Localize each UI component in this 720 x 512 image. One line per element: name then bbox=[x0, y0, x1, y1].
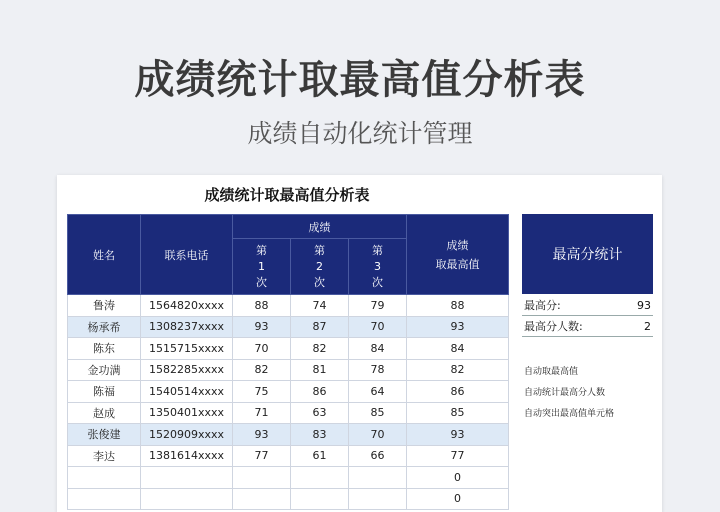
cell-s3[interactable]: 64 bbox=[349, 381, 407, 403]
table-row bbox=[68, 467, 509, 489]
cell-max[interactable]: 84 bbox=[407, 338, 509, 360]
col-header-max-line1: 成绩 bbox=[446, 238, 469, 252]
cell-s3[interactable]: 84 bbox=[349, 338, 407, 360]
cell-max[interactable]: 86 bbox=[407, 381, 509, 403]
cell-s2[interactable]: 61 bbox=[291, 445, 349, 467]
feature-note: 自动统计最高分人数 bbox=[524, 388, 606, 398]
page-subtitle: 成绩自动化统计管理 bbox=[247, 119, 473, 148]
cell-max[interactable]: 93 bbox=[407, 316, 509, 338]
col-header-attempt-1: 第 1 次 bbox=[233, 239, 291, 295]
col-header-max bbox=[407, 215, 509, 295]
cell-s3[interactable]: 66 bbox=[349, 445, 407, 467]
cell-phone[interactable]: 1381614xxxx bbox=[141, 445, 233, 467]
cell-s2[interactable]: 83 bbox=[291, 424, 349, 446]
cell-s3[interactable]: 79 bbox=[349, 295, 407, 317]
table-row bbox=[68, 359, 509, 381]
cell-max[interactable]: 93 bbox=[407, 424, 509, 446]
spreadsheet-preview bbox=[57, 175, 662, 512]
cell-name[interactable]: 陈东 bbox=[68, 338, 141, 360]
cell-phone[interactable]: 1350401xxxx bbox=[141, 402, 233, 424]
cell-s1[interactable]: 88 bbox=[233, 295, 291, 317]
cell-phone[interactable] bbox=[141, 467, 233, 489]
cell-s3[interactable] bbox=[349, 467, 407, 489]
cell-s1[interactable] bbox=[233, 467, 291, 489]
table-row bbox=[68, 381, 509, 403]
stats-top-count-value: 2 bbox=[644, 319, 651, 333]
cell-s3[interactable] bbox=[349, 488, 407, 510]
cell-s1[interactable]: 93 bbox=[233, 424, 291, 446]
cell-s2[interactable]: 63 bbox=[291, 402, 349, 424]
cell-s1[interactable]: 93 bbox=[233, 316, 291, 338]
cell-s3[interactable]: 70 bbox=[349, 424, 407, 446]
feature-note: 自动取最高值 bbox=[524, 367, 579, 377]
cell-phone[interactable]: 1520909xxxx bbox=[141, 424, 233, 446]
cell-phone[interactable]: 1308237xxxx bbox=[141, 316, 233, 338]
feature-note: 自动突出最高值单元格 bbox=[524, 409, 615, 419]
cell-name[interactable]: 鲁涛 bbox=[68, 295, 141, 317]
cell-phone[interactable]: 1540514xxxx bbox=[141, 381, 233, 403]
table-row bbox=[68, 488, 509, 510]
cell-s1[interactable]: 75 bbox=[233, 381, 291, 403]
table-row bbox=[68, 295, 509, 317]
cell-s1[interactable]: 71 bbox=[233, 402, 291, 424]
cell-max[interactable]: 85 bbox=[407, 402, 509, 424]
col-header-scores: 成绩 bbox=[233, 215, 407, 239]
cell-max[interactable]: 82 bbox=[407, 359, 509, 381]
cell-name[interactable]: 金功满 bbox=[68, 359, 141, 381]
cell-s2[interactable]: 81 bbox=[291, 359, 349, 381]
cell-max[interactable]: 77 bbox=[407, 445, 509, 467]
table-row bbox=[68, 424, 509, 446]
col-header-phone: 联系电话 bbox=[141, 215, 233, 295]
cell-phone[interactable]: 1582285xxxx bbox=[141, 359, 233, 381]
cell-s2[interactable]: 87 bbox=[291, 316, 349, 338]
cell-phone[interactable]: 1564820xxxx bbox=[141, 295, 233, 317]
cell-max[interactable]: 0 bbox=[407, 467, 509, 489]
col-header-max-line2: 取最高值 bbox=[435, 257, 480, 271]
cell-s2[interactable] bbox=[291, 467, 349, 489]
col-header-attempt-3: 第 3 次 bbox=[349, 239, 407, 295]
sheet-title: 成绩统计取最高值分析表 bbox=[204, 186, 370, 204]
cell-s1[interactable] bbox=[233, 488, 291, 510]
cell-name[interactable]: 赵成 bbox=[68, 402, 141, 424]
cell-s2[interactable]: 82 bbox=[291, 338, 349, 360]
cell-s1[interactable]: 70 bbox=[233, 338, 291, 360]
stats-top-score-row bbox=[522, 295, 653, 316]
cell-name[interactable] bbox=[68, 488, 141, 510]
stats-top-count-row bbox=[522, 316, 653, 337]
table-row bbox=[68, 316, 509, 338]
stats-top-score-value: 93 bbox=[637, 298, 651, 312]
cell-max[interactable]: 88 bbox=[407, 295, 509, 317]
table-row bbox=[68, 402, 509, 424]
cell-name[interactable]: 张俊建 bbox=[68, 424, 141, 446]
cell-s3[interactable]: 78 bbox=[349, 359, 407, 381]
cell-name[interactable]: 陈福 bbox=[68, 381, 141, 403]
cell-name[interactable] bbox=[68, 467, 141, 489]
cell-max[interactable]: 0 bbox=[407, 488, 509, 510]
stats-top-count-label: 最高分人数: bbox=[524, 320, 583, 333]
table-row bbox=[68, 338, 509, 360]
cell-s2[interactable]: 74 bbox=[291, 295, 349, 317]
col-header-name: 姓名 bbox=[68, 215, 141, 295]
score-table bbox=[67, 214, 509, 510]
table-row bbox=[68, 445, 509, 467]
cell-s3[interactable]: 70 bbox=[349, 316, 407, 338]
stats-panel-title: 最高分统计 bbox=[522, 214, 653, 294]
page-title: 成绩统计取最高值分析表 bbox=[134, 57, 586, 103]
col-header-attempt-2: 第 2 次 bbox=[291, 239, 349, 295]
cell-name[interactable]: 杨承希 bbox=[68, 316, 141, 338]
cell-s3[interactable]: 85 bbox=[349, 402, 407, 424]
cell-s1[interactable]: 77 bbox=[233, 445, 291, 467]
cell-s2[interactable]: 86 bbox=[291, 381, 349, 403]
cell-s1[interactable]: 82 bbox=[233, 359, 291, 381]
cell-s2[interactable] bbox=[291, 488, 349, 510]
stats-top-score-label: 最高分: bbox=[524, 299, 561, 312]
cell-phone[interactable] bbox=[141, 488, 233, 510]
cell-name[interactable]: 李达 bbox=[68, 445, 141, 467]
cell-phone[interactable]: 1515715xxxx bbox=[141, 338, 233, 360]
